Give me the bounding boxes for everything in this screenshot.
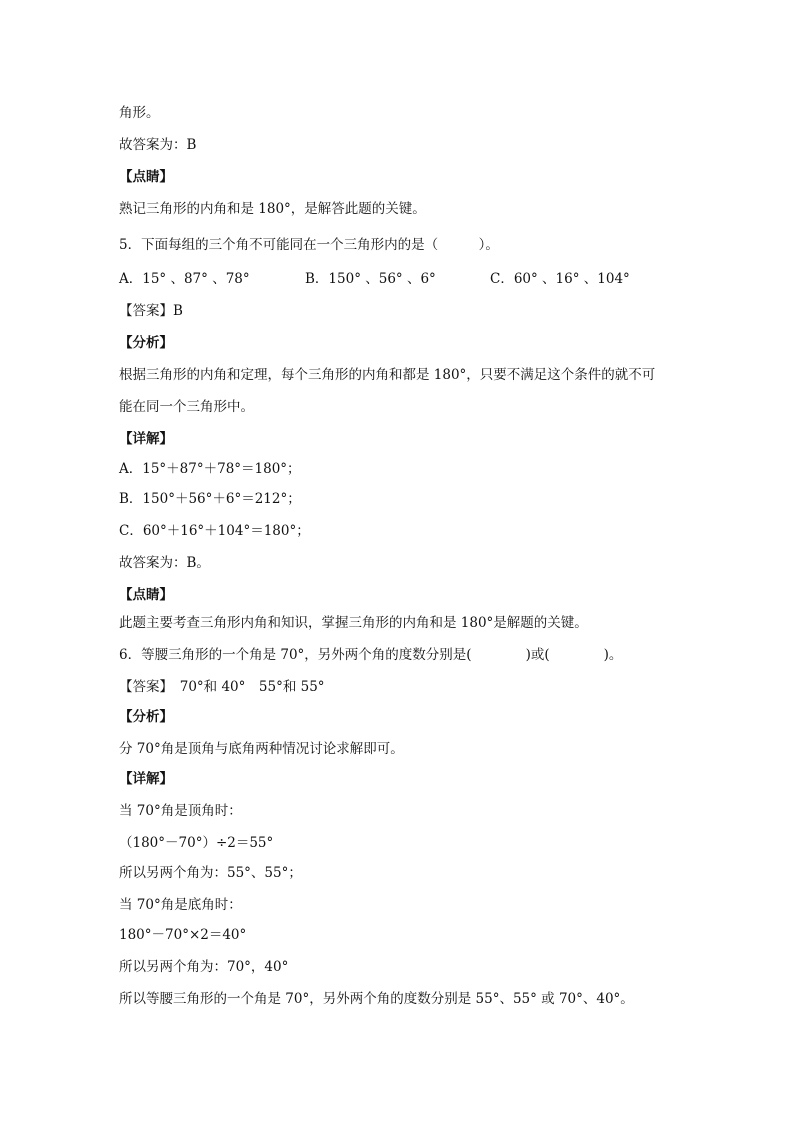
section-heading-dianjing: 【点睛】 xyxy=(119,587,173,603)
text-line: 熟记三角形的内角和是 180°，是解答此题的关键。 xyxy=(119,201,426,217)
text-line: C．60°＋16°＋104°＝180°； xyxy=(119,523,310,539)
text-line: 故答案为：B xyxy=(119,137,197,153)
option-b: B．150° 、56° 、6° xyxy=(305,271,436,287)
text-line: 当 70°角是底角时： xyxy=(119,897,242,913)
option-c: C．60° 、16° 、104° xyxy=(490,271,630,287)
answer-line: 【答案】 70°和 40° 55°和 55° xyxy=(119,679,325,695)
question-6: 6．等腰三角形的一个角是 70°，另外两个角的度数分别是( )或( )。 xyxy=(119,647,623,663)
text-line: 所以另两个角为：55°、55°； xyxy=(119,865,302,881)
section-heading-fenxi: 【分析】 xyxy=(119,335,173,351)
answer-line: 【答案】B xyxy=(119,303,183,319)
text-line: A．15°＋87°＋78°＝180°； xyxy=(119,461,301,477)
text-line: 所以另两个角为：70°，40° xyxy=(119,959,289,975)
text-line: 分 70°角是顶角与底角两种情况讨论求解即可。 xyxy=(119,741,404,757)
text-line: 能在同一个三角形中。 xyxy=(119,399,254,415)
section-heading-xiangjie: 【详解】 xyxy=(119,771,173,787)
text-line: 180°－70°×2＝40° xyxy=(119,927,247,943)
text-line: （180°－70°）÷2＝55° xyxy=(119,835,274,851)
text-line: B．150°＋56°＋6°＝212°； xyxy=(119,491,301,507)
question-5: 5．下面每组的三个角不可能同在一个三角形内的是（ ）。 xyxy=(119,237,499,253)
text-line: 角形。 xyxy=(119,105,160,121)
section-heading-dianjing: 【点睛】 xyxy=(119,169,173,185)
option-a: A．15° 、87° 、78° xyxy=(119,271,250,287)
text-line: 此题主要考查三角形内角和知识，掌握三角形的内角和是 180°是解题的关键。 xyxy=(119,615,588,631)
section-heading-xiangjie: 【详解】 xyxy=(119,431,173,447)
text-line: 所以等腰三角形的一个角是 70°，另外两个角的度数分别是 55°、55° 或 70°、40°。 xyxy=(119,991,634,1007)
text-line: 根据三角形的内角和定理，每个三角形的内角和都是 180°，只要不满足这个条件的就不可 xyxy=(119,367,656,383)
text-line: 故答案为：B。 xyxy=(119,555,210,571)
text-line: 当 70°角是顶角时： xyxy=(119,803,242,819)
section-heading-fenxi: 【分析】 xyxy=(119,709,173,725)
